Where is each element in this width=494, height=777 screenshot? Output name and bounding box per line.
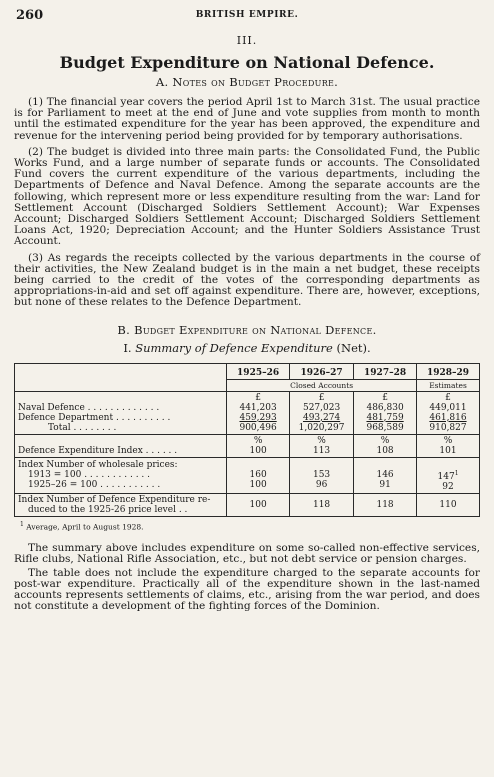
index-1927-28 xyxy=(354,434,417,457)
percent-symbol: % xyxy=(317,435,326,446)
total-label: Total . . . . . . . . xyxy=(48,422,117,433)
total-value: 910,827 xyxy=(429,422,467,433)
subheading-b: B. Budget Expenditure on National Defence. xyxy=(117,322,377,337)
summary-title: Summary of Defence Expenditure xyxy=(135,340,333,355)
year-1926-27: 1926–27 xyxy=(290,363,354,379)
section-numeral: III. xyxy=(236,34,258,47)
year-1925-26: 1925–26 xyxy=(227,363,290,379)
amounts-1928-29 xyxy=(417,391,480,434)
index-label-cell xyxy=(15,434,227,457)
wholesale-label: Index Number of wholesale prices: xyxy=(18,460,178,471)
defence-department-label: Defence Department . . . . . . . . . . xyxy=(18,412,171,423)
paragraph-2: (2) The budget is divided into three main parts: the Consolidated Fund, the Public Works Fund, and a large number of separate funds or accounts. The Consolidated Fund covers the current expenditure of the various departments, including the Departments of Defence and Naval Defence. Among the separate accounts are the following, which represent more or less expenditure resulting from the war: Land for Settlement Account (Discharged Soldiers Settlement Account); War Expenses Account; Discharged Soldiers Settlement Account; Discharged Soldiers Settlement Loans Act, 1920; Depreciation Account; and the Hunter Soldiers Assistance Trust Account. xyxy=(14,145,480,248)
defence-value: 493,274 xyxy=(302,412,341,423)
defence-expenditure-table xyxy=(14,363,480,517)
wholesale-1926-27 xyxy=(290,457,354,493)
table-header-years xyxy=(15,363,480,379)
reduced-label-2: duced to the 1925-26 price level . . xyxy=(28,504,188,515)
naval-value: 449,011 xyxy=(429,402,467,413)
table-row-reduced xyxy=(15,493,480,516)
footnote-mark: 1 xyxy=(454,469,459,477)
currency-symbol: £ xyxy=(445,392,451,403)
naval-value: 527,023 xyxy=(302,402,341,413)
percent-symbol: % xyxy=(380,435,390,446)
table-row-index xyxy=(15,434,480,457)
naval-defence-label: Naval Defence . . . . . . . . . . . . . xyxy=(18,402,160,413)
reduced-1927-28: 118 xyxy=(354,493,417,516)
wholesale-1925-26 xyxy=(227,457,290,493)
wholesale-1928-29 xyxy=(417,457,480,493)
summary-suffix: (Net). xyxy=(336,340,371,355)
index-value: 108 xyxy=(376,445,394,456)
year-1927-28: 1927–28 xyxy=(354,363,417,379)
subheading-a: A. Notes on Budget Procedure. xyxy=(155,75,339,89)
wholesale-value: 147 xyxy=(437,471,455,482)
summary-note-2: The table does not include the expenditure charged to the separate accounts for post-war expenditure. Practically all of the expenditure shown in the last-named accounts represents settlements of claims, etc., arising from the war period, and does not constitute a development of the fighting forces of the Dominion. xyxy=(14,566,480,613)
total-value: 1,020,297 xyxy=(298,422,345,433)
amounts-labels xyxy=(15,391,227,434)
index-value: 113 xyxy=(312,445,331,456)
reduced-label-1: Index Number of Defence Expenditure re- xyxy=(18,494,211,505)
table-footnote xyxy=(14,521,480,532)
wholesale-line-1925: 1925–26 = 100 . . . . . . . . . . . xyxy=(28,480,161,491)
reduced-1925-26: 100 xyxy=(227,493,290,516)
wholesale-value: 91 xyxy=(379,480,391,491)
wholesale-value: 153 xyxy=(312,470,331,481)
index-1926-27 xyxy=(290,434,354,457)
reduced-label-cell xyxy=(15,493,227,516)
currency-symbol: £ xyxy=(318,392,325,403)
wholesale-label-cell xyxy=(15,457,227,493)
currency-symbol: £ xyxy=(255,392,261,403)
after-table-text xyxy=(14,543,480,612)
footnote-text: Average, April to August 1928. xyxy=(26,522,144,532)
wholesale-1927-28 xyxy=(354,457,417,493)
naval-value: 486,830 xyxy=(366,402,404,413)
table-stub-header xyxy=(15,363,227,391)
wholesale-value: 160 xyxy=(249,470,267,481)
reduced-1928-29: 110 xyxy=(417,493,480,516)
page-title: Budget Expenditure on National Defence. xyxy=(59,53,435,72)
index-value: 101 xyxy=(439,445,457,456)
year-1928-29: 1928–29 xyxy=(417,363,480,379)
summary-heading xyxy=(14,341,480,355)
amounts-1925-26 xyxy=(227,391,290,434)
table-row-amounts xyxy=(15,391,480,434)
total-value: 968,589 xyxy=(366,422,404,433)
total-value: 900,496 xyxy=(239,422,277,433)
index-1928-29 xyxy=(417,434,480,457)
defence-value: 461,816 xyxy=(429,412,467,423)
page-number: 260 xyxy=(16,8,44,23)
running-head: BRITISH EMPIRE. xyxy=(195,10,299,20)
defence-value: 481,759 xyxy=(366,412,404,423)
naval-value: 441,203 xyxy=(239,402,277,413)
currency-symbol: £ xyxy=(382,392,388,403)
reduced-1926-27: 118 xyxy=(290,493,354,516)
wholesale-line-1913: 1913 = 100 . . . . . . . . . . . . xyxy=(28,470,151,481)
wholesale-value: 146 xyxy=(376,470,394,481)
wholesale-value: 96 xyxy=(315,480,328,491)
table-row-wholesale xyxy=(15,457,480,493)
amounts-1927-28 xyxy=(354,391,417,434)
wholesale-value: 92 xyxy=(442,481,454,492)
wholesale-value: 100 xyxy=(249,480,267,491)
percent-symbol: % xyxy=(443,435,453,446)
summary-numeral: I. xyxy=(123,340,132,355)
running-header xyxy=(14,8,480,24)
paragraph-1: (1) The financial year covers the period April 1st to March 31st. The usual practice is for Parliament to meet at the end of June and vote supplies from month to month until the estimated expenditure for the year has been approved, the expenditure and revenue for the intervening period being provided for by temporary authorisations. xyxy=(14,96,480,142)
amounts-1926-27 xyxy=(290,391,354,434)
index-1925-26 xyxy=(227,434,290,457)
footnote-mark: 1 xyxy=(20,520,24,528)
estimates-label: Estimates xyxy=(417,379,480,391)
wholesale-value-with-mark xyxy=(420,469,476,482)
summary-note-1: The summary above includes expenditure on some so-called non-effective services, Rifle clubs, National Rifle Association, etc., but not debt service or pension charges. xyxy=(14,542,480,566)
percent-symbol: % xyxy=(253,435,263,446)
defence-value: 459,293 xyxy=(239,412,277,423)
index-value: 100 xyxy=(249,445,267,456)
paragraph-3: (3) As regards the receipts collected by the various departments in the course of their activities, the New Zealand budget is in the main a net budget, these receipts being carried to the credit of the votes of the corresponding departments as appropriations-in-aid and set off against expenditure. There are, however, exceptions, but none of these relates to the Defence Department. xyxy=(14,251,480,309)
closed-accounts-label: Closed Accounts xyxy=(227,379,417,391)
index-label: Defence Expenditure Index . . . . . . xyxy=(18,445,178,456)
